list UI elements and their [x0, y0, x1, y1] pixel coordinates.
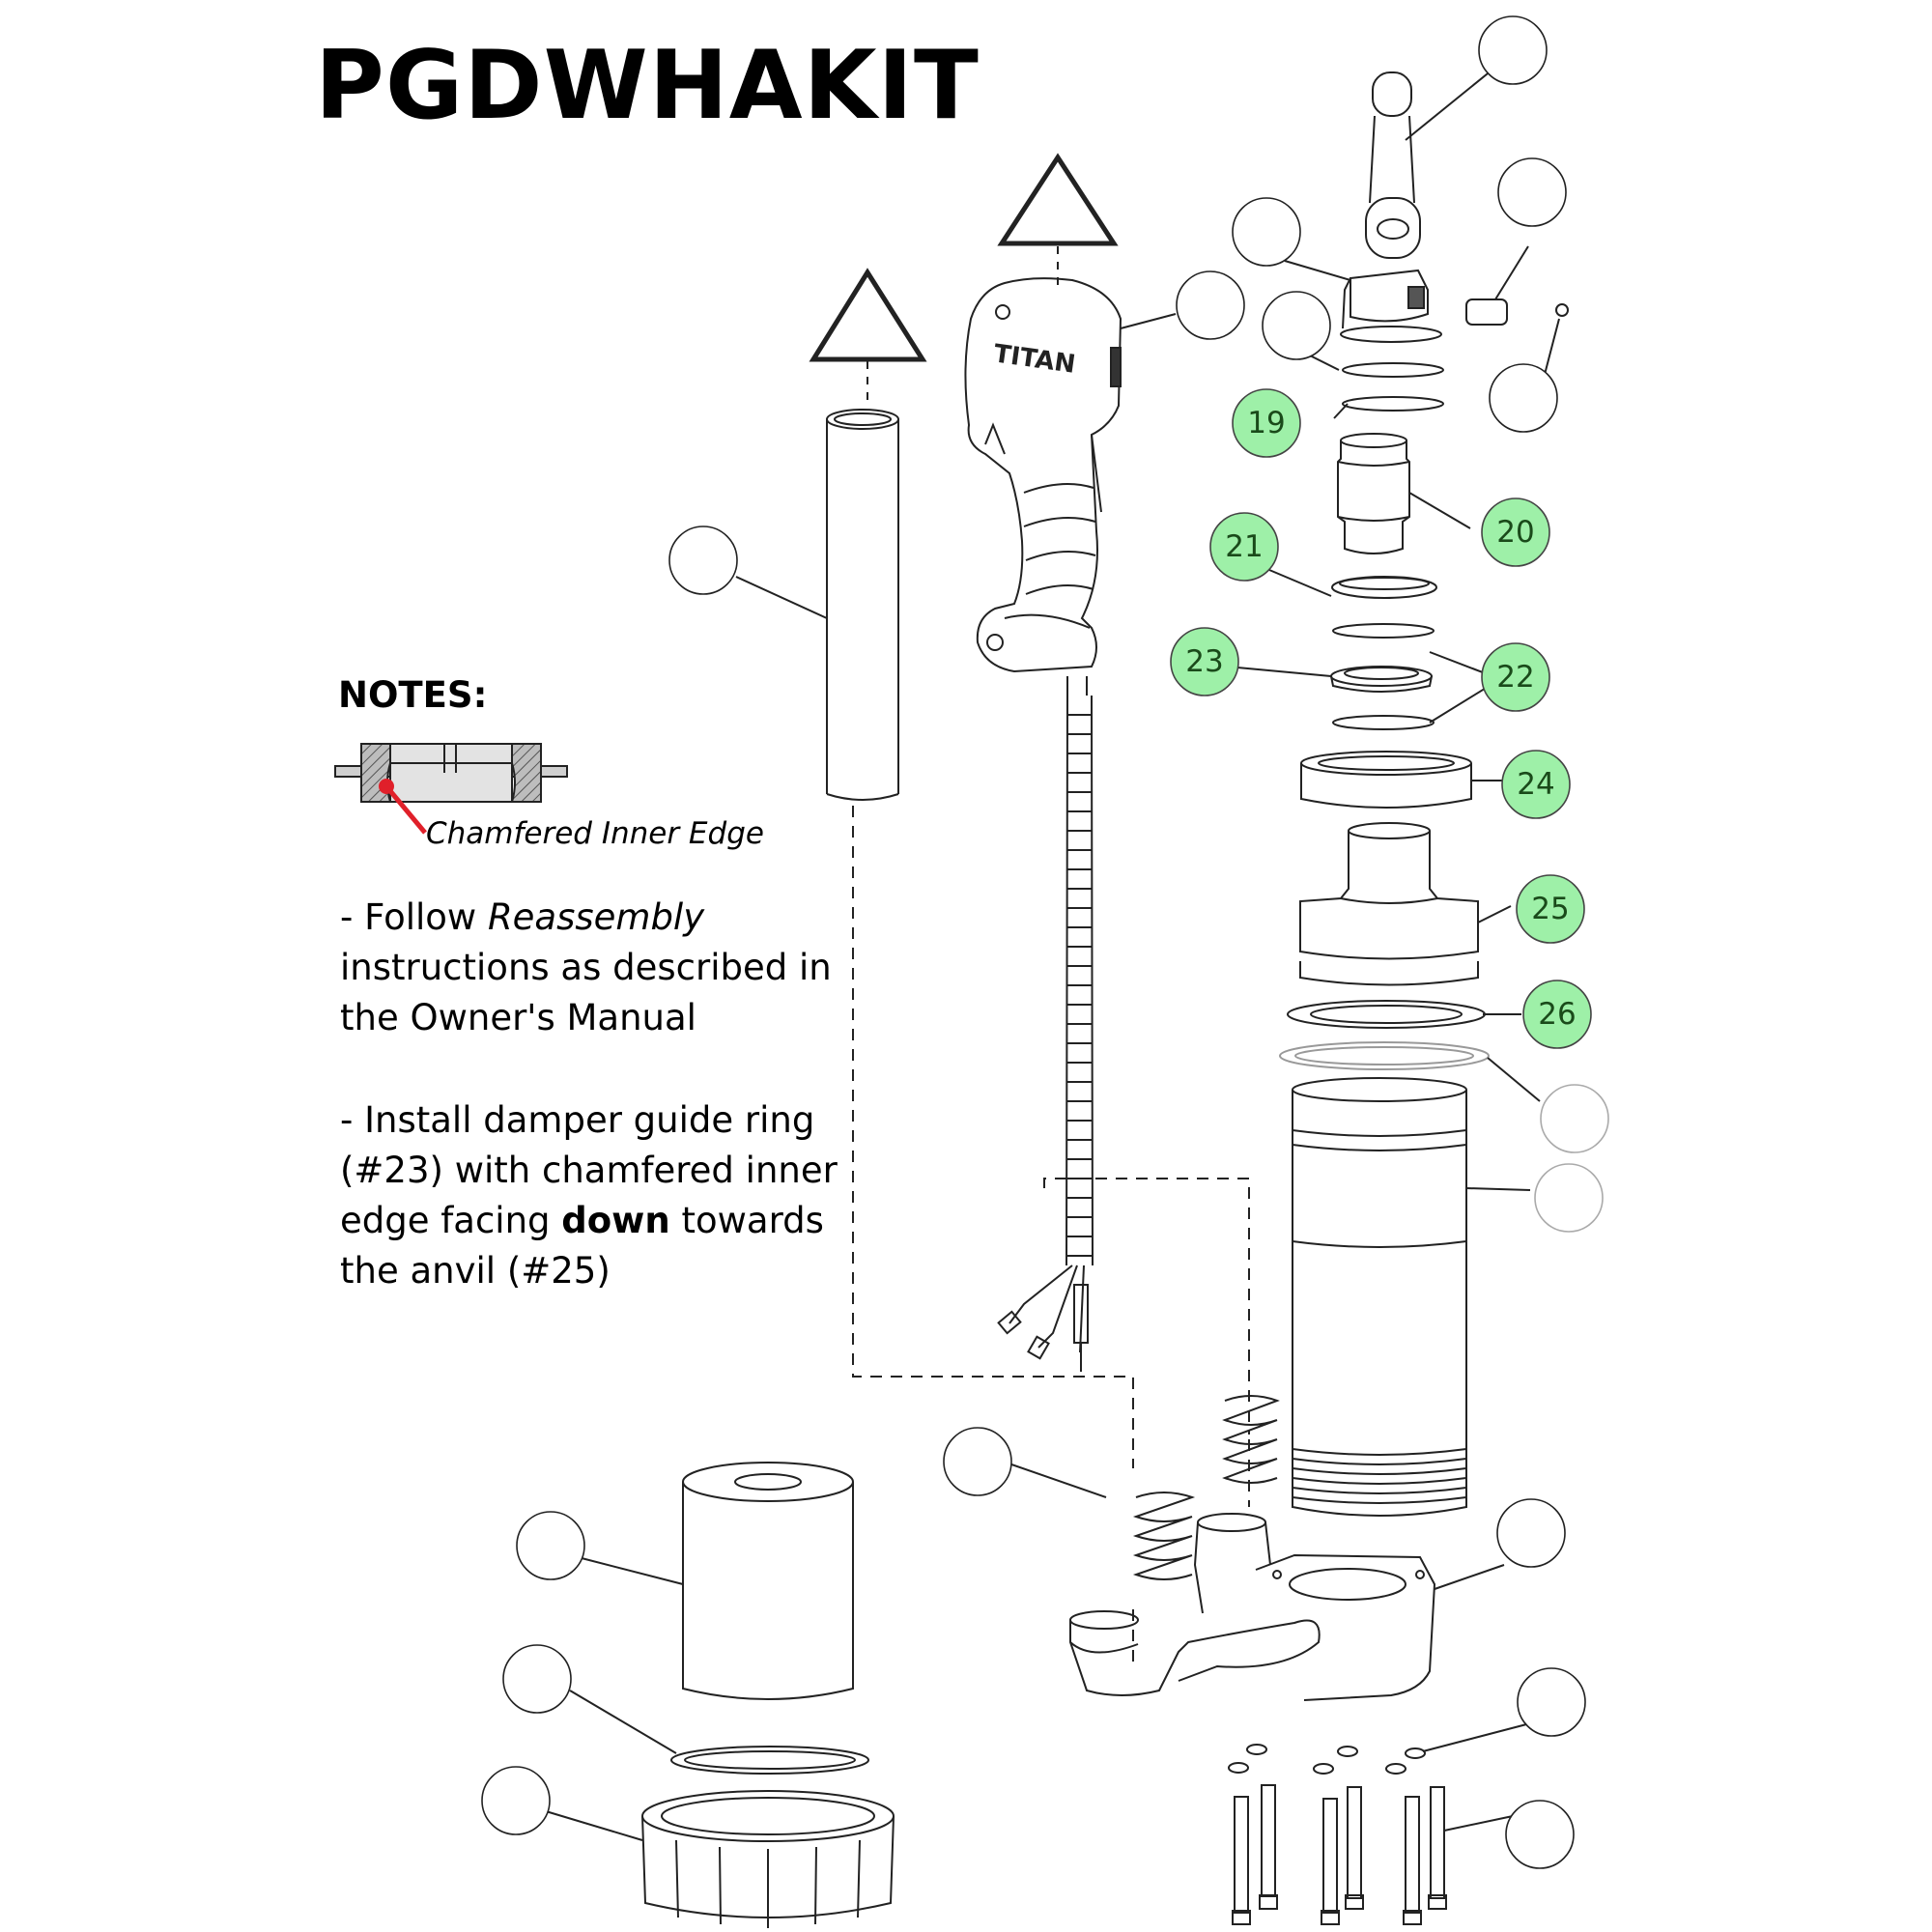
housing-part: [1070, 1514, 1435, 1700]
callout-24-label: 24: [1517, 767, 1555, 802]
callout-22-label: 22: [1496, 660, 1535, 695]
callout-19-label: 19: [1247, 406, 1286, 440]
handle-brand: TITAN: [991, 339, 1078, 380]
page-title: PGDWHAKIT: [315, 31, 980, 141]
chamfer-section: [335, 744, 567, 802]
note2-bold: down: [561, 1200, 670, 1241]
anvil-part: [1300, 823, 1478, 985]
clip-part: [1556, 304, 1568, 316]
callout-circle: [1233, 198, 1300, 266]
note1-dash: - Follow: [340, 896, 488, 938]
notes-heading: NOTES:: [338, 674, 488, 716]
callout-circle: [517, 1512, 584, 1579]
note2-lead: - Install damper guide ring (#23) with chamfered inner edge facing: [340, 1099, 838, 1241]
callout-circle: [1518, 1668, 1585, 1736]
spring-part: [1136, 1396, 1277, 1579]
note-damper-guide: [340, 1095, 842, 1296]
cable-part: [999, 676, 1093, 1372]
note-reassembly: [340, 893, 842, 1043]
barrel-part: [1293, 1078, 1466, 1516]
callout-circle: [669, 526, 737, 594]
callout-circle: [1479, 16, 1547, 84]
callout-circle: [1506, 1801, 1574, 1868]
callout-circle: [482, 1767, 550, 1834]
callout-circle: [1497, 1499, 1565, 1567]
note2-tail: towards the anvil (#25): [340, 1200, 824, 1292]
washer-part: [1229, 1745, 1425, 1774]
nut-part: [642, 1791, 894, 1928]
warning-triangle-icon: [813, 272, 923, 359]
callout-circle: [944, 1428, 1011, 1495]
callout-26-label: 26: [1538, 997, 1577, 1032]
warning-triangle-icon: [1002, 157, 1114, 243]
chamfer-label: Chamfered Inner Edge: [426, 816, 764, 851]
callout-23-label: 23: [1185, 644, 1224, 679]
callout-20-label: 20: [1496, 515, 1535, 550]
callout-circle: [1535, 1164, 1603, 1232]
bolt-part: [1233, 1785, 1446, 1924]
callout-circle: [1177, 271, 1244, 339]
note1-rest: instructions as described in the Owner's Manual: [340, 947, 832, 1038]
callout-circle: [1263, 292, 1330, 359]
piston-cap-part: [1341, 270, 1441, 342]
connecting-rod-part: [1366, 72, 1420, 258]
callout-21-label: 21: [1225, 529, 1264, 564]
callout-circle: [1498, 158, 1566, 226]
callout-circle: [1541, 1085, 1608, 1152]
callout-circle: [503, 1645, 571, 1713]
note1-emphasis: Reassembly: [487, 896, 705, 938]
piston-part: [1338, 434, 1409, 554]
handle-part: [965, 278, 1121, 671]
callout-circle: [1490, 364, 1557, 432]
wrist-pin-part: [1466, 299, 1507, 325]
callout-25-label: 25: [1531, 892, 1570, 926]
cylinder-part: [683, 1463, 853, 1699]
tube-part: [827, 410, 898, 800]
numbered-callouts: [1171, 389, 1591, 1048]
